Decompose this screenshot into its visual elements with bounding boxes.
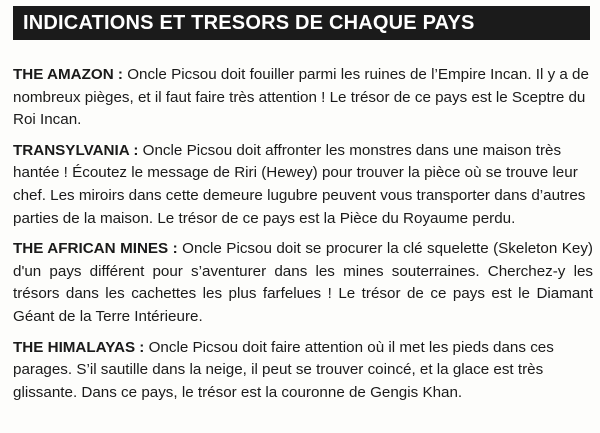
title-bar bbox=[13, 6, 590, 40]
section-text-amazon: Oncle Picsou doit fouiller parmi les ruines de l’Empire Incan. Il y a de nombreux pièges, et il faut faire très attention ! Le trésor de ce pays est le Sceptre du Roi Incan. bbox=[13, 66, 589, 129]
section-label-african-mines: THE AFRICAN MINES : bbox=[13, 240, 178, 258]
page-title: INDICATIONS ET TRESORS DE CHAQUE PAYS bbox=[23, 11, 475, 34]
section-transylvania bbox=[13, 140, 593, 230]
section-amazon bbox=[13, 64, 593, 132]
section-himalayas bbox=[13, 337, 593, 405]
section-label-amazon: THE AMAZON : bbox=[13, 66, 123, 83]
section-label-himalayas: THE HIMALAYAS : bbox=[13, 338, 145, 356]
section-text-himalayas: Oncle Picsou doit faire attention où il met les pieds dans ces parages. S’il sautille dans la neige, il peut se trouver coincé, et la glace est très glissante. Dans ce pays, le trésor est la couronne de Gengis Khan. bbox=[13, 338, 554, 401]
section-text-transylvania: Oncle Picsou doit affronter les monstres dans une maison très hantée ! Écoutez le message de Riri (Hewey) pour trouver la pièce où se trouve leur chef. Les miroirs dans cette demeure lugubre peuvent vous transporter dans d’autres parties de la maison. Le trésor de ce pays est la Pièce du Royaume perdu. bbox=[13, 141, 586, 227]
country-sections bbox=[13, 64, 593, 412]
section-african-mines bbox=[13, 238, 593, 328]
section-label-transylvania: TRANSYLVANIA : bbox=[13, 141, 139, 159]
section-text-african-mines: Oncle Picsou doit se procurer la clé squelette (Skeleton Key) d'un pays différent pour s’aventurer dans les mines souterraines. Cherchez-y les trésors dans les cachettes les plus farfelues ! Le trésor de ce pays est le Diamant Géant de la Terre Intérieure. bbox=[13, 240, 593, 325]
